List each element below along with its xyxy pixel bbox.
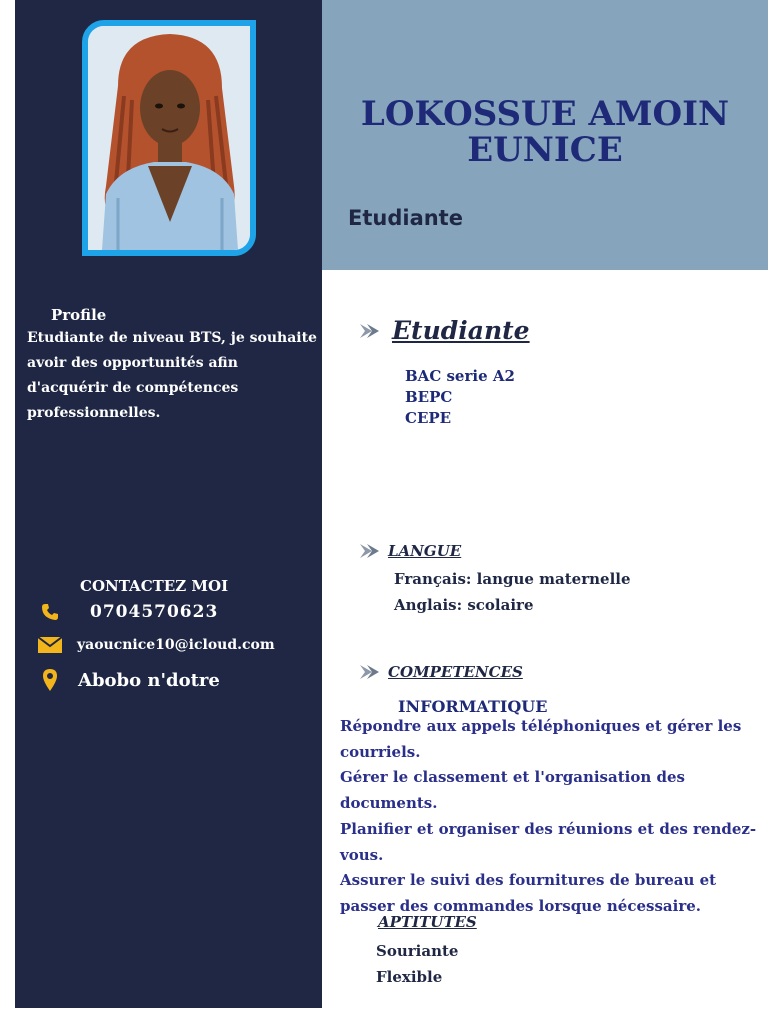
location-pin-icon xyxy=(42,668,58,692)
contact-phone xyxy=(40,602,218,622)
profile-title: Profile xyxy=(51,306,107,324)
phone-number: 0704570623 xyxy=(90,602,219,622)
portrait-illustration xyxy=(88,26,250,250)
contact-location xyxy=(42,668,220,692)
language-title: LANGUE xyxy=(388,542,462,560)
aptitude-item: Flexible xyxy=(376,968,443,986)
profile-text: Etudiante de niveau BTS, je souhaite avoir des opportunités afin d'acquérir de compétences professionnelles. xyxy=(27,330,317,421)
mail-icon xyxy=(37,636,63,654)
name-line-1: LOKOSSUE AMOIN xyxy=(360,94,730,134)
language-list xyxy=(394,566,631,618)
competence-item: Assurer le suivi des fournitures de bureau et passer des commandes lorsque nécessaire. xyxy=(340,871,717,915)
phone-icon xyxy=(40,602,60,622)
aptitude-item: Souriante xyxy=(376,942,459,960)
email-address: yaoucnice10@icloud.com xyxy=(77,637,275,653)
job-title: Etudiante xyxy=(348,206,463,230)
education-item: BEPC xyxy=(405,388,453,406)
language-heading xyxy=(358,542,461,560)
competence-item: Planifier et organiser des réunions et des rendez-vous. xyxy=(340,819,757,864)
contact-title: CONTACTEZ MOI xyxy=(80,577,229,595)
competence-item: Répondre aux appels téléphoniques et gérer les courriels. xyxy=(340,717,742,761)
profile-photo xyxy=(82,20,256,256)
chevron-arrow-icon xyxy=(358,663,382,681)
chevron-arrow-icon xyxy=(358,542,382,560)
location-text: Abobo n'dotre xyxy=(78,669,220,691)
aptitudes-title: APTITUTES xyxy=(378,913,477,931)
competence-item: Gérer le classement et l'organisation des documents. xyxy=(340,768,685,813)
education-item: BAC serie A2 xyxy=(405,367,515,385)
education-heading xyxy=(358,316,530,345)
chevron-arrow-icon xyxy=(358,322,382,340)
competences-list xyxy=(340,714,765,920)
aptitudes-list xyxy=(376,938,458,990)
header-band xyxy=(322,0,768,270)
competences-heading xyxy=(358,663,523,681)
education-list xyxy=(405,366,515,429)
competences-subtitle: INFORMATIQUE xyxy=(398,697,548,716)
full-name xyxy=(322,96,768,168)
education-title: Etudiante xyxy=(392,316,530,345)
language-item: Français: langue maternelle xyxy=(394,570,631,588)
contact-email xyxy=(37,636,275,654)
profile-section xyxy=(27,306,317,426)
competences-title: COMPETENCES xyxy=(388,663,523,681)
education-item: CEPE xyxy=(405,409,452,427)
name-line-2: EUNICE xyxy=(467,130,623,170)
language-item: Anglais: scolaire xyxy=(394,596,534,614)
